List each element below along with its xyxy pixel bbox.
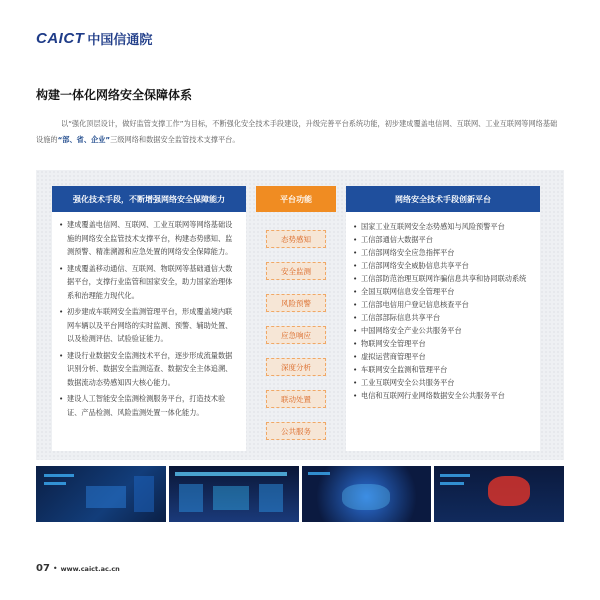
platform-item: • 全国互联网信息安全管理平台 [353, 285, 533, 298]
intro-text-after: 三级网络和数据安全监管技术支撑平台。 [110, 135, 240, 144]
logo-english: CAICT [36, 29, 85, 47]
dashboard-screenshots [36, 466, 564, 522]
capability-column [52, 186, 246, 451]
dashboard-image [169, 466, 299, 522]
platform-item: • 工信部防范治理互联网诈骗信息共享和协同联动系统 [353, 272, 533, 285]
intro-text-before: 以“强化顶层设计，做好监管支撑工作”为目标，不断强化安全技术手段建设，升级完善平台系统功能，初步建成覆盖电信网、互联网、工业互联网等网络基础设施的 [36, 119, 558, 144]
platform-item: • 工信部通信大数据平台 [353, 233, 533, 246]
platform-item: • 工信部电信用户登记信息核查平台 [353, 298, 533, 311]
platform-item: • 电信和互联网行业网络数据安全公共服务平台 [353, 389, 533, 402]
function-emergency-response: 应急响应 [266, 326, 326, 344]
page-number: 07 [36, 563, 50, 574]
capability-item: • 建设人工智能安全监测检测服务平台，打造技术验证、产品检测、风险监测处置一体化能力。 [59, 392, 239, 419]
platform-item: • 车联网安全监测和管理平台 [353, 363, 533, 376]
innovation-platform-header: 网络安全技术手段创新平台 [346, 186, 540, 212]
capability-item: • 初步建成车联网安全监测管理平台，形成覆盖境内联网车辆以及平台网络的实时监测、预警、辅助处置、以及检测评估、试验验证能力。 [59, 305, 239, 346]
footer-separator: • [52, 564, 58, 573]
function-risk-warning: 风险预警 [266, 294, 326, 312]
function-public-service: 公共服务 [266, 422, 326, 440]
page-footer [36, 563, 120, 574]
capability-list [52, 212, 246, 419]
platform-function-header: 平台功能 [256, 186, 336, 212]
platform-item: • 物联网安全管理平台 [353, 337, 533, 350]
section-title: 构建一体化网络安全保障体系 [36, 88, 193, 102]
capability-item: • 建设行业数据安全监测技术平台，逐步形成流量数据识别分析、数据安全监测巡查、数据安全主体追溯、数据流动态势感知四大核心能力。 [59, 349, 239, 390]
platform-item: • 工信部网络安全威胁信息共享平台 [353, 259, 533, 272]
platform-item: • 国家工业互联网安全态势感知与风险预警平台 [353, 220, 533, 233]
capability-header: 强化技术手段，不断增强网络安全保障能力 [52, 186, 246, 212]
function-security-monitoring: 安全监测 [266, 262, 326, 280]
capability-item: • 建成覆盖移动通信、互联网、物联网等基础通信大数据平台，支撑行业监管和国家安全，助力国家治理体系和治理能力现代化。 [59, 262, 239, 303]
function-linked-disposal: 联动处置 [266, 390, 326, 408]
innovation-platform-column [346, 186, 540, 451]
platform-item: • 工信部网络安全应急指挥平台 [353, 246, 533, 259]
function-situation-awareness: 态势感知 [266, 230, 326, 248]
platform-function-column [256, 186, 336, 451]
platform-item: • 工信部部际信息共享平台 [353, 311, 533, 324]
dashboard-image [434, 466, 564, 522]
capability-item: • 建成覆盖电信网、互联网、工业互联网等网络基础设施的网络安全监管技术支撑平台，构建态势感知、监测预警、精准溯源和应急处置的网络安全保障能力。 [59, 218, 239, 259]
dashboard-image [36, 466, 166, 522]
logo-chinese: 中国信通院 [87, 32, 153, 48]
platform-list [346, 212, 540, 402]
dashboard-image [302, 466, 432, 522]
function-deep-analysis: 深度分析 [266, 358, 326, 376]
platform-item: • 中国网络安全产业公共服务平台 [353, 324, 533, 337]
website-url: www.caict.ac.cn [60, 564, 120, 573]
platform-item: • 工业互联网安全公共服务平台 [353, 376, 533, 389]
caict-logo [36, 30, 152, 46]
intro-paragraph [36, 116, 564, 148]
platform-item: • 虚拟运营商管理平台 [353, 350, 533, 363]
intro-highlight: “部、省、企业” [57, 135, 111, 144]
